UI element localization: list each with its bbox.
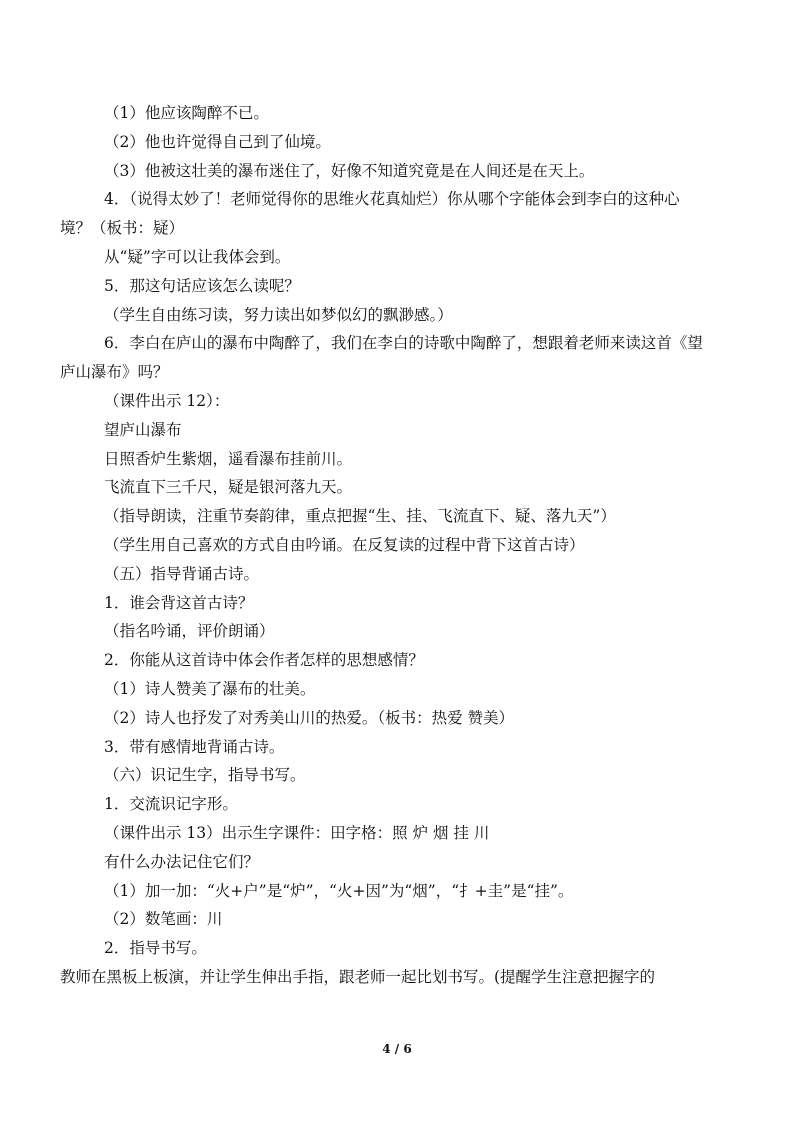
- text-line: （课件出示 13）出示生字课件：田字格：照 炉 烟 挂 川: [104, 823, 490, 842]
- poem-line: 日照香炉生紫烟，遥看瀑布挂前川。: [104, 449, 353, 468]
- poem-title: 望庐山瀑布: [104, 420, 182, 439]
- text-line: 4．（说得太妙了！老师觉得你的思维火花真灿烂）你从哪个字能体会到李白的这种心: [104, 190, 680, 209]
- text-line: 3．带有感情地背诵古诗。: [104, 737, 285, 756]
- poem-line: 飞流直下三千尺，疑是银河落九天。: [104, 478, 353, 497]
- page-number: 4 / 6: [382, 1042, 412, 1056]
- document-body: [60, 99, 735, 992]
- text-line: （课件出示 12）：: [104, 391, 230, 410]
- text-line: 5．那这句话应该怎么读呢？: [104, 276, 300, 295]
- text-line: （学生自由练习读，努力读出如梦似幻的飘渺感。）: [104, 305, 453, 324]
- section-heading: （五）指导背诵古诗。: [104, 564, 260, 583]
- text-line: 有什么办法记住它们？: [104, 852, 260, 871]
- text-line: 庐山瀑布》吗？: [60, 363, 169, 382]
- text-line: 教师在黑板上板演，并让学生伸出手指，跟老师一起比划书写。(提醒学生注意把握字的: [60, 967, 656, 986]
- text-line: 6．李白在庐山的瀑布中陶醉了，我们在李白的诗歌中陶醉了，想跟着老师来读这首《望: [104, 334, 703, 353]
- text-line: 从“疑”字可以让我体会到。: [104, 247, 291, 266]
- text-line: （学生用自己喜欢的方式自由吟诵。在反复读的过程中背下这首古诗）: [104, 535, 585, 554]
- text-line: （2）诗人也抒发了对秀美山川的热爱。（板书：热爱 赞美）: [104, 708, 515, 727]
- text-line: （1）他应该陶醉不已。: [104, 104, 269, 122]
- text-line: 2．你能从这首诗中体会作者怎样的思想感情？: [104, 651, 424, 670]
- text-line: 1．交流识记字形。: [104, 795, 238, 814]
- section-heading: （六）识记生字，指导书写。: [104, 766, 306, 785]
- text-line: 1．谁会背这首古诗？: [104, 593, 254, 612]
- text-line: （3）他被这壮美的瀑布迷住了，好像不知道究竟是在人间还是在天上。: [104, 161, 595, 180]
- text-line: （指名吟诵，评价朗诵）: [104, 622, 275, 641]
- text-line: （1）诗人赞美了瀑布的壮美。: [104, 679, 316, 698]
- text-line: 境？（板书：疑）: [60, 219, 185, 238]
- text-line: （指导朗读，注重节奏韵律，重点把握“生、挂、飞流直下、疑、落九天”）: [104, 507, 616, 526]
- text-line: （1）加一加：“火+户”是“炉”，“火+因”为“烟”，“扌+圭”是“挂”。: [104, 881, 574, 900]
- text-line: （2）他也许觉得自己到了仙境。: [104, 132, 331, 151]
- text-line: （2）数笔画：川: [104, 910, 223, 929]
- text-line: 2．指导书写。: [104, 939, 207, 958]
